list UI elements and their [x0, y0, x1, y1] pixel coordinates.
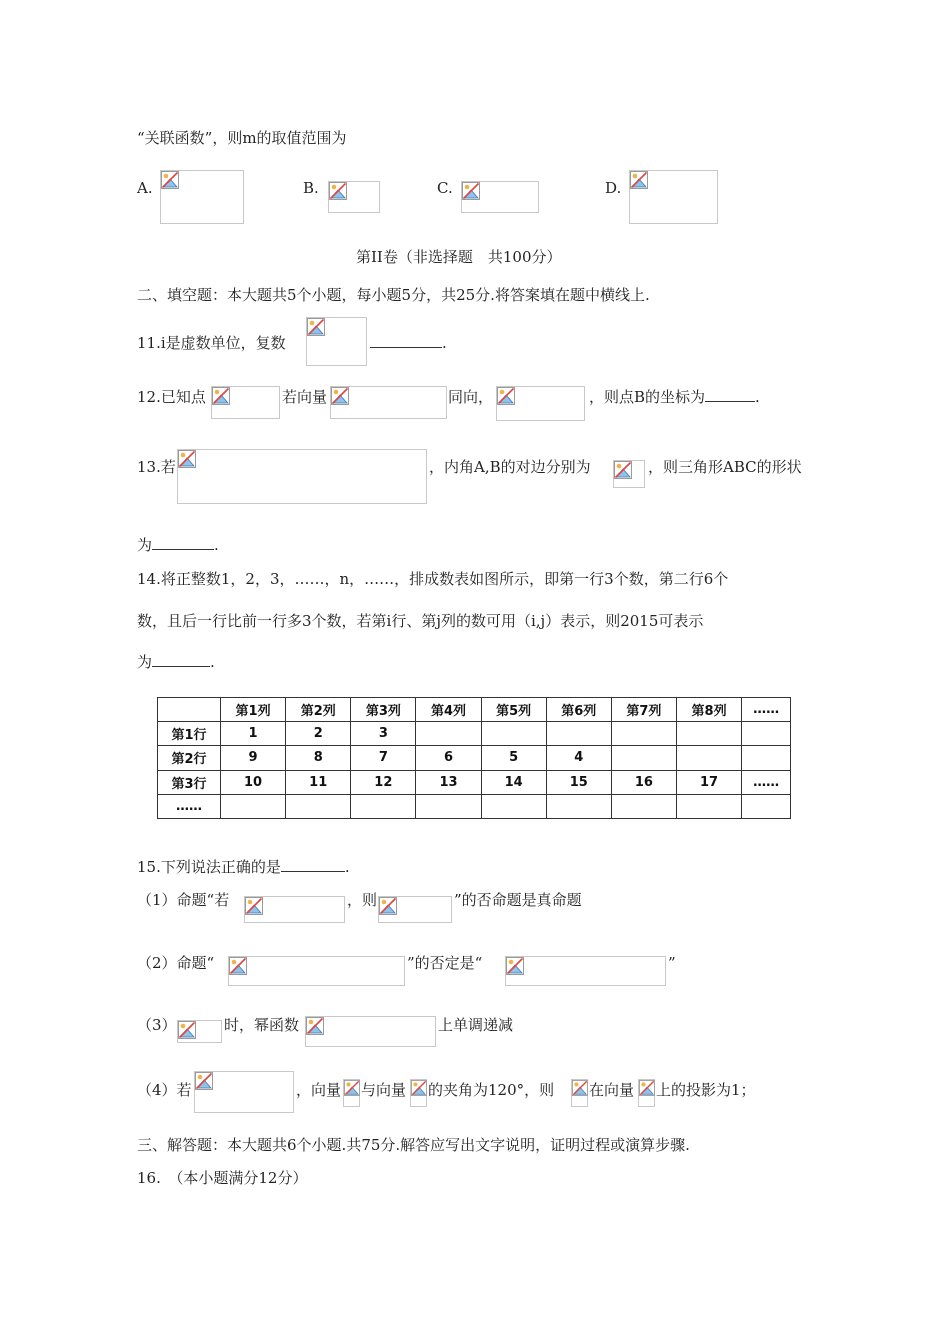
table-row-header: 第3行: [158, 770, 221, 794]
q14-line-1: 14.将正整数1，2，3，……，n，……，排成数表如图所示，即第一行3个数，第二行6个: [137, 570, 729, 588]
table-cell: ……: [742, 770, 791, 794]
table-row: [158, 722, 791, 746]
table-cell: 8: [286, 746, 351, 770]
q15-s1-text-c: ”的否命题是真命题: [454, 891, 582, 909]
table-cell: 5: [481, 746, 546, 770]
broken-image-icon: [506, 957, 524, 975]
formula-image-q15-s3-condition: [177, 1020, 222, 1043]
table-cell: 3: [351, 722, 416, 746]
table-cell: 16: [611, 770, 676, 794]
q11-answer-line: .: [370, 333, 447, 353]
formula-image-q15-s2-negation: [505, 956, 666, 986]
q15-s4-text-b: ，向量: [296, 1081, 342, 1099]
table-cell: 9: [221, 746, 286, 770]
formula-image-q15-s3-function: [305, 1016, 436, 1047]
q15-s4-text-e: 在向量: [589, 1081, 635, 1099]
broken-image-icon: [178, 450, 196, 468]
formula-image-q15-s2-proposition: [228, 956, 405, 986]
q15-stem: 15.下列说法正确的是 .: [137, 858, 350, 876]
table-cell: 2: [286, 722, 351, 746]
table-cell: 15: [546, 770, 611, 794]
broken-image-icon: [497, 387, 515, 405]
table-cell: [742, 746, 791, 770]
q15-s3-text-a: （3）: [137, 1016, 177, 1034]
table-cell: [416, 722, 481, 746]
option-b-label: B.: [303, 179, 319, 197]
table-row: [158, 794, 791, 818]
table-cell: [351, 794, 416, 818]
formula-image-q15-s1-condition: [244, 896, 345, 923]
broken-image-icon: [614, 461, 632, 479]
q15-s1-text-a: （1）命题“若: [137, 891, 230, 909]
table-cell: [546, 794, 611, 818]
formula-image-q12-magnitude: [496, 386, 585, 421]
broken-image-icon: [229, 957, 247, 975]
formula-image-q13-equation: [177, 449, 427, 504]
table-col-header: 第6列: [546, 698, 611, 722]
section-3-instructions: 三、解答题：本大题共6个小题.共75分.解答应写出文字说明，证明过程或演算步骤.: [137, 1136, 690, 1154]
table-col-header: 第5列: [481, 698, 546, 722]
q12-text-b: 若向量: [282, 388, 328, 406]
table-col-header: ……: [742, 698, 791, 722]
table-cell: [286, 794, 351, 818]
table-cell: 13: [416, 770, 481, 794]
table-row: [158, 770, 791, 794]
table-header-row: [158, 698, 791, 722]
q14-line-2: 数，且后一行比前一行多3个数，若第i行、第j列的数可用（i,j）表示，则2015可表示: [137, 612, 704, 630]
broken-image-icon: [329, 182, 347, 200]
table-col-header: 第7列: [611, 698, 676, 722]
table-cell: [546, 722, 611, 746]
q12-text-d: ，则点B的坐标为 .: [589, 388, 760, 406]
q14-answer-line: 为 .: [137, 653, 215, 671]
table-col-header: 第1列: [221, 698, 286, 722]
table-col-header: 第4列: [416, 698, 481, 722]
table-col-header: 第8列: [676, 698, 741, 722]
formula-image-option-c: [461, 181, 539, 213]
q15-s2-text-b: ”的否定是“: [407, 954, 483, 972]
broken-image-icon: [411, 1080, 427, 1096]
q13-text-b: ，内角A,B的对边分别为: [429, 458, 591, 476]
broken-image-icon: [379, 897, 397, 915]
q10-text: “关联函数”，则m的取值范围为: [137, 129, 347, 147]
q16-header: 16. （本小题满分12分）: [137, 1169, 308, 1187]
table-cell: [481, 722, 546, 746]
formula-image-q11: [306, 317, 367, 366]
table-cell: [481, 794, 546, 818]
table-cell: 14: [481, 770, 546, 794]
table-col-header: 第2列: [286, 698, 351, 722]
broken-image-icon: [639, 1080, 655, 1096]
q15-s4-text-d: 的夹角为120°，则: [428, 1081, 555, 1099]
table-cell: [676, 794, 741, 818]
q15-s4-text-f: 上的投影为1；: [656, 1081, 756, 1099]
table-cell: [742, 722, 791, 746]
option-c-label: C.: [437, 179, 453, 197]
q13-text-a: 13.若: [137, 458, 176, 476]
table-row: [158, 746, 791, 770]
formula-image-vector-b-2: [638, 1079, 655, 1107]
table-row-header: 第2行: [158, 746, 221, 770]
q13-answer-line: 为 .: [137, 536, 219, 554]
table-cell: 4: [546, 746, 611, 770]
formula-image-q13-sides: [613, 460, 645, 488]
q15-s2-text-a: （2）命题“: [137, 954, 215, 972]
broken-image-icon: [178, 1021, 196, 1039]
table-row-header: 第1行: [158, 722, 221, 746]
table-cell: 6: [416, 746, 481, 770]
formula-image-q12-vector: [330, 386, 447, 419]
formula-image-q15-s4-condition: [194, 1071, 294, 1113]
q15-s4-text-c: 与向量: [361, 1081, 407, 1099]
formula-image-vector-b: [410, 1079, 427, 1107]
broken-image-icon: [212, 387, 230, 405]
broken-image-icon: [630, 171, 648, 189]
formula-image-vector-a: [343, 1079, 360, 1107]
number-table: [157, 697, 791, 819]
table-cell: [742, 794, 791, 818]
broken-image-icon: [306, 1017, 324, 1035]
table-col-header: 第3列: [351, 698, 416, 722]
option-a-label: A.: [137, 179, 153, 197]
formula-image-q12-point: [211, 386, 280, 419]
table-cell: 1: [221, 722, 286, 746]
q15-s4-text-a: （4）若: [137, 1081, 192, 1099]
q13-text-c: ，则三角形ABC的形状: [648, 458, 802, 476]
broken-image-icon: [572, 1080, 588, 1096]
formula-image-option-b: [328, 181, 380, 213]
broken-image-icon: [344, 1080, 360, 1096]
table-cell: 17: [676, 770, 741, 794]
option-d-label: D.: [605, 179, 622, 197]
q15-s2-text-c: ”: [668, 954, 676, 972]
broken-image-icon: [307, 318, 325, 336]
table-cell: 10: [221, 770, 286, 794]
q12-text-c: 同向，: [448, 388, 494, 406]
table-row-header: ……: [158, 794, 221, 818]
formula-image-q15-s1-conclusion: [378, 896, 452, 923]
broken-image-icon: [161, 171, 179, 189]
broken-image-icon: [195, 1072, 213, 1090]
formula-image-vector-a-2: [571, 1079, 588, 1107]
q15-s3-text-c: 上单调递减: [438, 1016, 514, 1034]
formula-image-option-d: [629, 170, 718, 224]
table-cell: 7: [351, 746, 416, 770]
broken-image-icon: [331, 387, 349, 405]
q12-text-a: 12.已知点: [137, 388, 206, 406]
broken-image-icon: [245, 897, 263, 915]
formula-image-option-a: [160, 170, 244, 224]
section-2-instructions: 二、填空题：本大题共5个小题，每小题5分，共25分.将答案填在题中横线上.: [137, 286, 650, 304]
table-cell: 12: [351, 770, 416, 794]
broken-image-icon: [462, 182, 480, 200]
table-cell: [676, 722, 741, 746]
q15-s3-text-b: 时，幂函数: [224, 1016, 300, 1034]
part-title: 第II卷（非选择题 共100分）: [356, 248, 562, 266]
table-cell: [416, 794, 481, 818]
q15-s1-text-b: ，则: [347, 891, 378, 909]
table-cell: [158, 698, 221, 722]
table-cell: [611, 794, 676, 818]
q11-text: 11.i是虚数单位，复数: [137, 334, 286, 352]
table-cell: [611, 746, 676, 770]
table-cell: [611, 722, 676, 746]
table-cell: [221, 794, 286, 818]
table-cell: 11: [286, 770, 351, 794]
table-cell: [676, 746, 741, 770]
